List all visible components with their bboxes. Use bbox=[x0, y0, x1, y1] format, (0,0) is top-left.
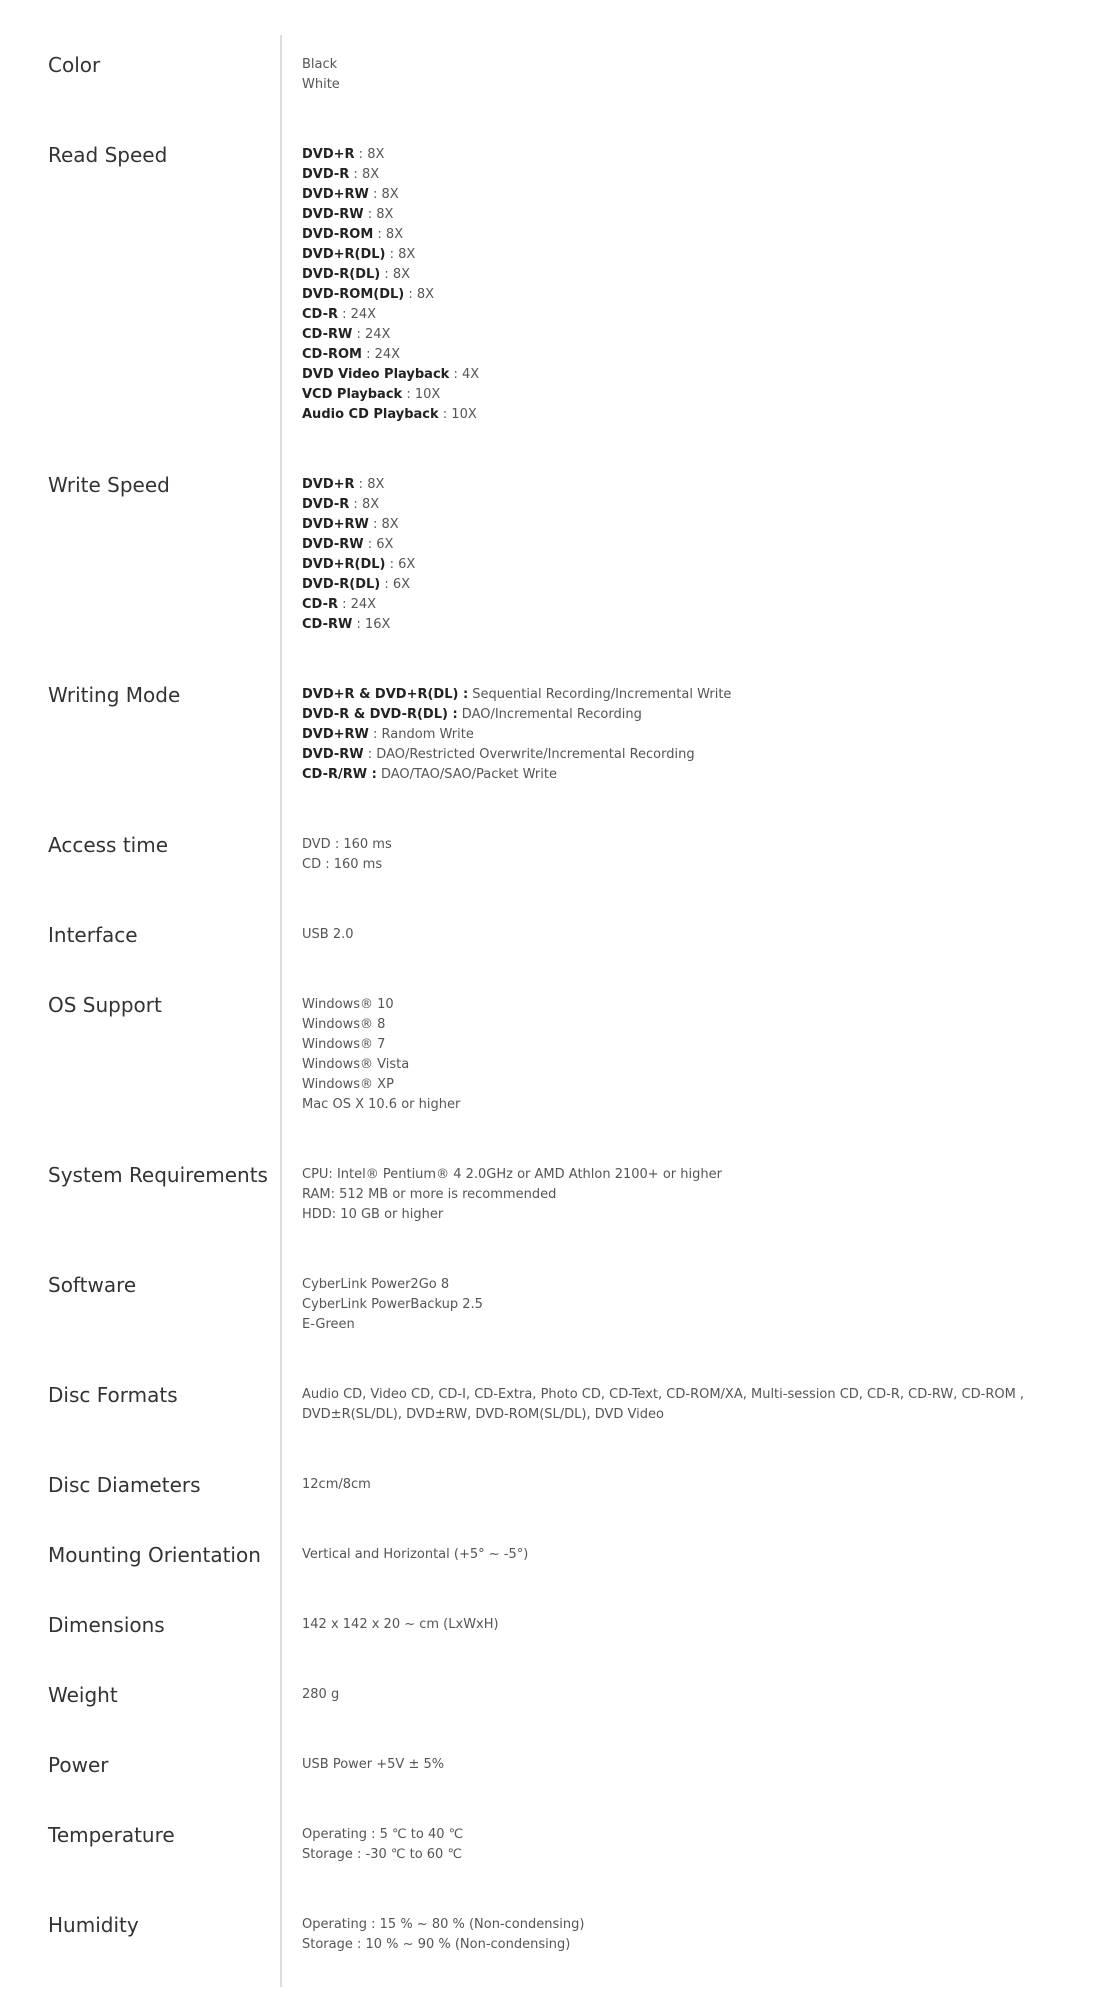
spec-value-key: DVD+RW bbox=[302, 517, 369, 532]
spec-value-text: Mac OS X 10.6 or higher bbox=[302, 1097, 461, 1112]
spec-value-line bbox=[302, 1015, 460, 1035]
spec-value-line bbox=[302, 725, 731, 745]
spec-value-line bbox=[302, 1615, 499, 1635]
spec-value-text: : 10X bbox=[438, 407, 477, 422]
spec-label: Temperature bbox=[48, 1823, 175, 1847]
spec-value-key: DVD+R bbox=[302, 147, 355, 162]
spec-value-text: Windows® Vista bbox=[302, 1057, 410, 1072]
spec-value bbox=[302, 1615, 499, 1635]
spec-value-line bbox=[302, 285, 479, 305]
spec-label: Power bbox=[48, 1753, 109, 1777]
spec-value-text: CPU: Intel® Pentium® 4 2.0GHz or AMD Athlon 2100+ or higher bbox=[302, 1167, 722, 1182]
spec-value-line bbox=[302, 1685, 339, 1705]
spec-value-text: HDD: 10 GB or higher bbox=[302, 1207, 444, 1222]
spec-value-line bbox=[302, 1825, 463, 1845]
spec-label: Dimensions bbox=[48, 1613, 165, 1637]
spec-value-text: : 4X bbox=[449, 367, 480, 382]
spec-value-line bbox=[302, 1935, 584, 1955]
spec-value-text: DAO/TAO/SAO/Packet Write bbox=[376, 767, 557, 782]
spec-value-line bbox=[302, 1095, 460, 1115]
spec-value-key: DVD-RW bbox=[302, 207, 364, 222]
spec-value-text: : 6X bbox=[380, 577, 411, 592]
spec-value-text: Audio CD, Video CD, CD-I, CD-Extra, Photo CD, CD-Text, CD-ROM/XA, Multi-session CD, CD-R, CD-RW, CD-ROM , DVD±R(SL/DL), DVD±RW, DVD-ROM(SL/DL), DVD Video bbox=[302, 1387, 1025, 1422]
spec-value-line bbox=[302, 495, 415, 515]
spec-value-text: : 8X bbox=[404, 287, 435, 302]
spec-value-text: : 8X bbox=[380, 267, 411, 282]
spec-value-line bbox=[302, 515, 415, 535]
spec-value-text: E-Green bbox=[302, 1317, 355, 1332]
spec-value-key: DVD Video Playback bbox=[302, 367, 450, 382]
spec-value-line bbox=[302, 405, 479, 425]
spec-value-key: CD-R bbox=[302, 597, 338, 612]
spec-value-line bbox=[302, 55, 340, 75]
spec-value-line bbox=[302, 615, 415, 635]
spec-value-key: CD-RW bbox=[302, 617, 353, 632]
spec-value-key: DVD-R bbox=[302, 497, 350, 512]
spec-value-line bbox=[302, 1295, 483, 1315]
spec-value bbox=[302, 1755, 444, 1775]
spec-value-line bbox=[302, 265, 479, 285]
spec-value bbox=[302, 685, 731, 785]
spec-value-text: Windows® XP bbox=[302, 1077, 394, 1092]
spec-value-key: DVD-ROM(DL) bbox=[302, 287, 405, 302]
spec-value-text: White bbox=[302, 77, 340, 92]
spec-value-text: : 8X bbox=[385, 247, 416, 262]
spec-value-text: Black bbox=[302, 57, 338, 72]
spec-value-line bbox=[302, 245, 479, 265]
spec-value-key: CD-R bbox=[302, 307, 338, 322]
spec-value-text: Operating : 5 ℃ to 40 ℃ bbox=[302, 1827, 464, 1842]
spec-value-key: DVD-R & DVD-R(DL) : bbox=[302, 707, 458, 722]
spec-value-text: : 6X bbox=[385, 557, 416, 572]
spec-value-line bbox=[302, 925, 354, 945]
spec-value-text: Windows® 10 bbox=[302, 997, 394, 1012]
spec-value-line bbox=[302, 1755, 444, 1775]
spec-value-text: Sequential Recording/Incremental Write bbox=[468, 687, 732, 702]
spec-value-line bbox=[302, 165, 479, 185]
spec-value bbox=[302, 1165, 722, 1225]
spec-value-line bbox=[302, 575, 415, 595]
spec-value-text: : 16X bbox=[352, 617, 391, 632]
spec-value-text: : 8X bbox=[349, 497, 380, 512]
spec-value-text: CyberLink PowerBackup 2.5 bbox=[302, 1297, 483, 1312]
spec-value bbox=[302, 1545, 528, 1565]
spec-value-text: USB Power +5V ± 5% bbox=[302, 1757, 445, 1772]
spec-value-line bbox=[302, 1545, 528, 1565]
spec-value-line bbox=[302, 365, 479, 385]
spec-value-key: DVD-R(DL) bbox=[302, 577, 381, 592]
spec-value-line bbox=[302, 1315, 483, 1335]
spec-value-line bbox=[302, 705, 731, 725]
spec-value-line bbox=[302, 475, 415, 495]
spec-value-line bbox=[302, 535, 415, 555]
spec-label: Access time bbox=[48, 833, 169, 857]
spec-value-line bbox=[302, 345, 479, 365]
spec-value bbox=[302, 1685, 339, 1705]
spec-value-line bbox=[302, 1915, 584, 1935]
spec-value-text: : 8X bbox=[354, 477, 385, 492]
spec-value-text: : 6X bbox=[363, 537, 394, 552]
spec-value-line bbox=[302, 385, 479, 405]
spec-label: Weight bbox=[48, 1683, 118, 1707]
spec-value-text: DAO/Incremental Recording bbox=[457, 707, 642, 722]
spec-value-line bbox=[302, 1075, 460, 1095]
spec-value-line bbox=[302, 1165, 722, 1185]
spec-value-text: : 8X bbox=[373, 227, 404, 242]
spec-value-text: : Random Write bbox=[368, 727, 474, 742]
spec-value-line bbox=[302, 1385, 1110, 1425]
spec-value-key: DVD-R(DL) bbox=[302, 267, 381, 282]
spec-value-key: DVD+R(DL) bbox=[302, 247, 386, 262]
spec-value-line bbox=[302, 855, 392, 875]
spec-value-line bbox=[302, 1845, 463, 1865]
spec-value-key: CD-R/RW : bbox=[302, 767, 377, 782]
spec-value-text: Vertical and Horizontal (+5° ~ -5°) bbox=[302, 1547, 529, 1562]
spec-value-text: : 8X bbox=[363, 207, 394, 222]
spec-value-text: : 8X bbox=[354, 147, 385, 162]
spec-value-key: DVD+RW bbox=[302, 727, 369, 742]
spec-value-line bbox=[302, 1205, 722, 1225]
spec-value-line bbox=[302, 225, 479, 245]
spec-value bbox=[302, 1385, 1110, 1425]
spec-value-key: DVD+R & DVD+R(DL) : bbox=[302, 687, 469, 702]
spec-value-line bbox=[302, 765, 731, 785]
spec-value-line bbox=[302, 685, 731, 705]
spec-value-text: Storage : -30 ℃ to 60 ℃ bbox=[302, 1847, 463, 1862]
spec-value-text: : 8X bbox=[368, 187, 399, 202]
spec-value-key: DVD-RW bbox=[302, 537, 364, 552]
spec-value-text: DVD : 160 ms bbox=[302, 837, 392, 852]
spec-value bbox=[302, 55, 340, 95]
spec-value-text: RAM: 512 MB or more is recommended bbox=[302, 1187, 557, 1202]
spec-value-text: : 24X bbox=[361, 347, 401, 362]
spec-value bbox=[302, 835, 392, 875]
spec-value bbox=[302, 1275, 483, 1335]
spec-value bbox=[302, 995, 460, 1115]
spec-value-line bbox=[302, 185, 479, 205]
spec-label: OS Support bbox=[48, 993, 162, 1017]
spec-value-line bbox=[302, 75, 340, 95]
spec-value-text: : 8X bbox=[368, 517, 399, 532]
spec-value bbox=[302, 925, 354, 945]
spec-value-text: : 8X bbox=[349, 167, 380, 182]
column-divider bbox=[280, 35, 282, 1987]
spec-label: Software bbox=[48, 1273, 137, 1297]
spec-value bbox=[302, 1475, 371, 1495]
spec-value-key: DVD+R(DL) bbox=[302, 557, 386, 572]
spec-value-key: DVD-ROM bbox=[302, 227, 374, 242]
spec-value-line bbox=[302, 1055, 460, 1075]
spec-label: System Requirements bbox=[48, 1163, 268, 1187]
spec-label: Humidity bbox=[48, 1913, 139, 1937]
spec-value-text: CD : 160 ms bbox=[302, 857, 383, 872]
spec-value-line bbox=[302, 1475, 371, 1495]
spec-value-text: Storage : 10 % ~ 90 % (Non-condensing) bbox=[302, 1937, 571, 1952]
spec-value-key: CD-ROM bbox=[302, 347, 362, 362]
spec-label: Write Speed bbox=[48, 473, 170, 497]
spec-value-key: DVD+R bbox=[302, 477, 355, 492]
spec-value-line bbox=[302, 835, 392, 855]
spec-value-text: Operating : 15 % ~ 80 % (Non-condensing) bbox=[302, 1917, 585, 1932]
spec-value-text: : 24X bbox=[337, 597, 377, 612]
spec-value-key: DVD-RW bbox=[302, 747, 364, 762]
spec-value-text: CyberLink Power2Go 8 bbox=[302, 1277, 450, 1292]
spec-label: Disc Diameters bbox=[48, 1473, 201, 1497]
spec-value-key: VCD Playback bbox=[302, 387, 403, 402]
spec-value-line bbox=[302, 205, 479, 225]
spec-value-line bbox=[302, 745, 731, 765]
spec-label: Color bbox=[48, 53, 101, 77]
spec-value-line bbox=[302, 595, 415, 615]
spec-value-key: CD-RW bbox=[302, 327, 353, 342]
spec-value-text: 12cm/8cm bbox=[302, 1477, 371, 1492]
spec-value-text: USB 2.0 bbox=[302, 927, 354, 942]
spec-value-text: : 24X bbox=[352, 327, 391, 342]
spec-value-key: DVD-R bbox=[302, 167, 350, 182]
spec-value-text: : 10X bbox=[402, 387, 441, 402]
spec-value-line bbox=[302, 145, 479, 165]
spec-label: Interface bbox=[48, 923, 138, 947]
spec-value-line bbox=[302, 555, 415, 575]
spec-value-text: : 24X bbox=[337, 307, 377, 322]
spec-value-line bbox=[302, 995, 460, 1015]
spec-value-text: 280 g bbox=[302, 1687, 340, 1702]
spec-value-key: Audio CD Playback bbox=[302, 407, 439, 422]
spec-value-key: DVD+RW bbox=[302, 187, 369, 202]
spec-value bbox=[302, 1825, 463, 1865]
spec-label: Writing Mode bbox=[48, 683, 181, 707]
spec-value bbox=[302, 475, 415, 635]
spec-value-line bbox=[302, 325, 479, 345]
spec-value-line bbox=[302, 1035, 460, 1055]
spec-value-text: : DAO/Restricted Overwrite/Incremental Recording bbox=[363, 747, 695, 762]
spec-value-line bbox=[302, 1185, 722, 1205]
spec-value bbox=[302, 1915, 584, 1955]
spec-value-text: Windows® 7 bbox=[302, 1037, 386, 1052]
spec-value-text: Windows® 8 bbox=[302, 1017, 386, 1032]
spec-value-line bbox=[302, 1275, 483, 1295]
spec-label: Read Speed bbox=[48, 143, 168, 167]
spec-label: Mounting Orientation bbox=[48, 1543, 261, 1567]
spec-label: Disc Formats bbox=[48, 1383, 178, 1407]
spec-value bbox=[302, 145, 479, 425]
spec-value-text: 142 x 142 x 20 ~ cm (LxWxH) bbox=[302, 1617, 499, 1632]
spec-value-line bbox=[302, 305, 479, 325]
